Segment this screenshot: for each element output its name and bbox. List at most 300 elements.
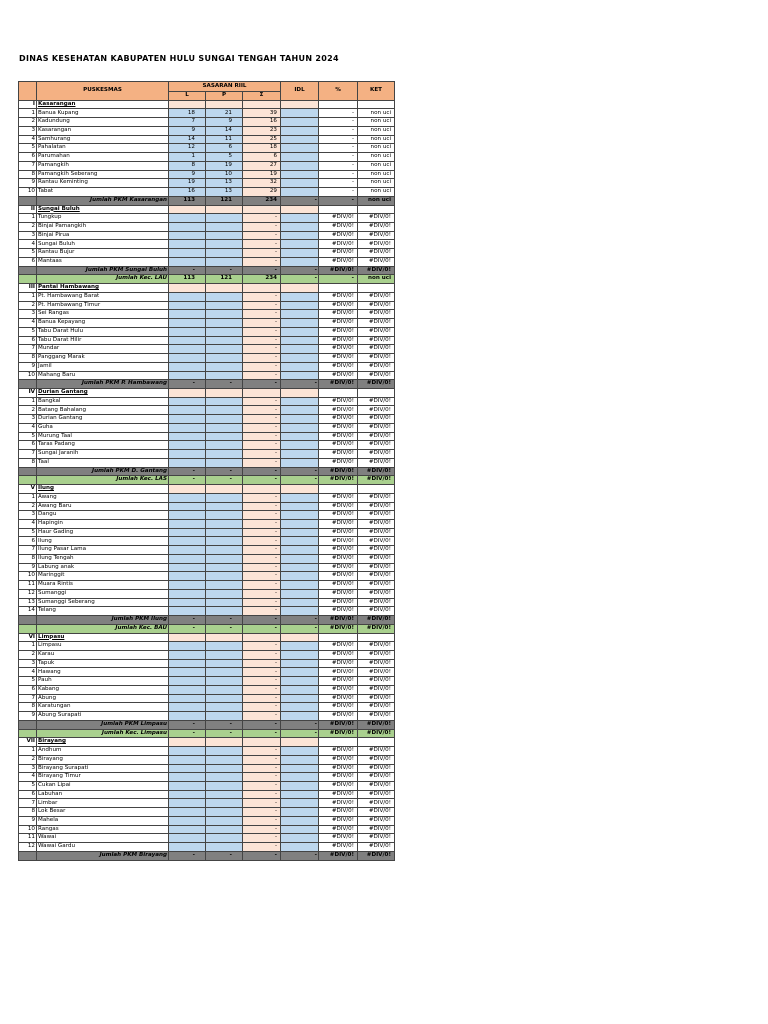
cell-ket: #DIV/0! — [358, 354, 395, 363]
cell-percent: #DIV/0! — [319, 249, 358, 258]
cell-name: Tabat — [37, 188, 169, 197]
cell-sum: - — [243, 677, 281, 686]
cell-no — [19, 476, 37, 485]
cell-idl — [281, 423, 319, 432]
cell-sum: - — [243, 773, 281, 782]
cell-no: 2 — [19, 223, 37, 232]
cell-p — [206, 607, 243, 616]
cell-p: - — [206, 729, 243, 738]
cell-p — [206, 231, 243, 240]
cell-idl — [281, 415, 319, 424]
cell-idl — [281, 519, 319, 528]
cell-idl — [281, 546, 319, 555]
cell-ket — [358, 205, 395, 214]
cell-l — [169, 450, 206, 459]
cell-name: Jumlah Kec. BAU — [37, 624, 169, 633]
cell-sum: - — [243, 790, 281, 799]
cell-idl: - — [281, 720, 319, 729]
table-row — [19, 563, 395, 572]
section-row — [19, 205, 395, 214]
cell-no: 8 — [19, 458, 37, 467]
cell-name: Jumlah PKM P. Hambawang — [37, 380, 169, 389]
cell-sum: - — [243, 703, 281, 712]
cell-p — [206, 554, 243, 563]
cell-name: Pantai Hambawang — [37, 284, 169, 293]
cell-no: 2 — [19, 651, 37, 660]
cell-p: 14 — [206, 126, 243, 135]
cell-p — [206, 301, 243, 310]
cell-p: 121 — [206, 275, 243, 284]
header-no — [19, 82, 37, 101]
cell-ket: non uci — [358, 170, 395, 179]
cell-no: 11 — [19, 581, 37, 590]
cell-name: Labung anak — [37, 563, 169, 572]
cell-sum: - — [243, 406, 281, 415]
cell-percent: - — [319, 161, 358, 170]
cell-percent: #DIV/0! — [319, 380, 358, 389]
cell-idl — [281, 738, 319, 747]
cell-idl — [281, 135, 319, 144]
cell-l: 9 — [169, 126, 206, 135]
cell-percent: #DIV/0! — [319, 764, 358, 773]
cell-idl: - — [281, 467, 319, 476]
table-row — [19, 589, 395, 598]
cell-no: 5 — [19, 144, 37, 153]
cell-name: Ilung — [37, 537, 169, 546]
table-row — [19, 747, 395, 756]
cell-no: II — [19, 205, 37, 214]
cell-no: 1 — [19, 292, 37, 301]
cell-name: Sungai Jaranih — [37, 450, 169, 459]
cell-sum: - — [243, 642, 281, 651]
table-row — [19, 519, 395, 528]
cell-p — [206, 738, 243, 747]
cell-idl — [281, 607, 319, 616]
cell-l: 113 — [169, 196, 206, 205]
cell-ket: #DIV/0! — [358, 659, 395, 668]
cell-ket: #DIV/0! — [358, 834, 395, 843]
cell-percent — [319, 633, 358, 642]
cell-percent: #DIV/0! — [319, 546, 358, 555]
cell-p: 21 — [206, 109, 243, 118]
cell-no: 4 — [19, 668, 37, 677]
cell-sum: - — [243, 493, 281, 502]
cell-p — [206, 458, 243, 467]
cell-idl — [281, 668, 319, 677]
cell-percent: - — [319, 188, 358, 197]
cell-sum: - — [243, 808, 281, 817]
cell-l — [169, 415, 206, 424]
cell-idl — [281, 589, 319, 598]
cell-l — [169, 712, 206, 721]
table-row — [19, 336, 395, 345]
section-row — [19, 485, 395, 494]
section-row — [19, 738, 395, 747]
cell-percent: #DIV/0! — [319, 589, 358, 598]
cell-idl — [281, 554, 319, 563]
cell-percent: #DIV/0! — [319, 223, 358, 232]
cell-name: Rantau Bujur — [37, 249, 169, 258]
cell-ket: #DIV/0! — [358, 851, 395, 860]
cell-ket: #DIV/0! — [358, 257, 395, 266]
cell-sum — [243, 100, 281, 109]
cell-sum: - — [243, 554, 281, 563]
cell-p — [206, 423, 243, 432]
cell-ket: #DIV/0! — [358, 511, 395, 520]
table-row — [19, 677, 395, 686]
table-row — [19, 153, 395, 162]
cell-idl — [281, 485, 319, 494]
cell-ket: #DIV/0! — [358, 266, 395, 275]
cell-l — [169, 537, 206, 546]
cell-ket: #DIV/0! — [358, 677, 395, 686]
cell-percent: #DIV/0! — [319, 790, 358, 799]
cell-no: 3 — [19, 659, 37, 668]
cell-name: Sei Rangas — [37, 310, 169, 319]
cell-sum: - — [243, 511, 281, 520]
cell-p: 9 — [206, 118, 243, 127]
cell-no: 9 — [19, 816, 37, 825]
cell-p — [206, 668, 243, 677]
cell-ket: #DIV/0! — [358, 598, 395, 607]
cell-percent: #DIV/0! — [319, 616, 358, 625]
cell-sum: - — [243, 782, 281, 791]
cell-l — [169, 554, 206, 563]
table-row — [19, 362, 395, 371]
cell-no — [19, 266, 37, 275]
pkm-total-row — [19, 851, 395, 860]
cell-sum: 27 — [243, 161, 281, 170]
cell-name: Limpasu — [37, 633, 169, 642]
cell-l — [169, 825, 206, 834]
cell-name: Mundar — [37, 345, 169, 354]
cell-sum: - — [243, 441, 281, 450]
cell-sum — [243, 284, 281, 293]
cell-sum: - — [243, 292, 281, 301]
cell-sum: - — [243, 843, 281, 852]
cell-idl — [281, 319, 319, 328]
cell-sum — [243, 485, 281, 494]
cell-idl — [281, 354, 319, 363]
cell-no: 9 — [19, 712, 37, 721]
cell-ket: #DIV/0! — [358, 336, 395, 345]
cell-no: 1 — [19, 397, 37, 406]
table-row — [19, 327, 395, 336]
cell-l — [169, 354, 206, 363]
cell-name: Awang Baru — [37, 502, 169, 511]
cell-l — [169, 249, 206, 258]
cell-l — [169, 572, 206, 581]
cell-name: Kabang — [37, 685, 169, 694]
cell-p — [206, 642, 243, 651]
cell-no: 12 — [19, 589, 37, 598]
cell-sum: - — [243, 651, 281, 660]
pkm-total-row — [19, 720, 395, 729]
cell-name: Sungai Buluh — [37, 240, 169, 249]
cell-name: Jumlah Kec. Limpasu — [37, 729, 169, 738]
cell-l — [169, 511, 206, 520]
cell-p — [206, 415, 243, 424]
cell-l — [169, 284, 206, 293]
cell-name: Kasarangan — [37, 126, 169, 135]
cell-name: Mantaas — [37, 257, 169, 266]
cell-percent: - — [319, 196, 358, 205]
cell-name: Durian Gantang — [37, 388, 169, 397]
cell-l: 9 — [169, 170, 206, 179]
cell-percent: - — [319, 179, 358, 188]
cell-l — [169, 546, 206, 555]
cell-idl — [281, 834, 319, 843]
header-idl: IDL — [281, 82, 319, 101]
cell-idl — [281, 179, 319, 188]
cell-ket — [358, 485, 395, 494]
cell-p: 6 — [206, 144, 243, 153]
table-row — [19, 694, 395, 703]
cell-p: 11 — [206, 135, 243, 144]
cell-p: - — [206, 380, 243, 389]
cell-idl — [281, 502, 319, 511]
cell-p — [206, 319, 243, 328]
cell-ket: #DIV/0! — [358, 301, 395, 310]
cell-sum: - — [243, 598, 281, 607]
cell-sum — [243, 738, 281, 747]
table-row — [19, 345, 395, 354]
cell-name: Muara Rintis — [37, 581, 169, 590]
cell-percent: #DIV/0! — [319, 450, 358, 459]
header-sum: Σ — [243, 92, 281, 101]
table-row — [19, 397, 395, 406]
cell-p — [206, 100, 243, 109]
cell-name: Labuhan — [37, 790, 169, 799]
cell-l — [169, 790, 206, 799]
cell-no: 6 — [19, 153, 37, 162]
cell-idl — [281, 782, 319, 791]
cell-idl — [281, 153, 319, 162]
cell-sum: - — [243, 712, 281, 721]
cell-name: Limbar — [37, 799, 169, 808]
cell-sum: - — [243, 816, 281, 825]
table-row — [19, 371, 395, 380]
cell-name: Jumlah PKM Kasarangan — [37, 196, 169, 205]
cell-ket: #DIV/0! — [358, 319, 395, 328]
cell-no: 4 — [19, 135, 37, 144]
cell-l: - — [169, 720, 206, 729]
header-puskesmas: PUSKESMAS — [37, 82, 169, 101]
cell-p — [206, 257, 243, 266]
cell-idl — [281, 223, 319, 232]
table-row — [19, 651, 395, 660]
cell-ket: #DIV/0! — [358, 362, 395, 371]
table-row — [19, 755, 395, 764]
cell-name: Jumlah Kec. LAU — [37, 275, 169, 284]
cell-percent: - — [319, 144, 358, 153]
table-row — [19, 834, 395, 843]
cell-no: 3 — [19, 511, 37, 520]
cell-ket: #DIV/0! — [358, 764, 395, 773]
cell-percent: #DIV/0! — [319, 677, 358, 686]
cell-percent: - — [319, 109, 358, 118]
table-row — [19, 423, 395, 432]
cell-p — [206, 834, 243, 843]
cell-idl — [281, 100, 319, 109]
cell-name: Maringgit — [37, 572, 169, 581]
cell-idl — [281, 651, 319, 660]
cell-l — [169, 519, 206, 528]
cell-ket: #DIV/0! — [358, 589, 395, 598]
cell-sum: - — [243, 345, 281, 354]
cell-idl — [281, 712, 319, 721]
cell-no — [19, 196, 37, 205]
cell-no: 4 — [19, 423, 37, 432]
cell-sum: 23 — [243, 126, 281, 135]
cell-no: 5 — [19, 432, 37, 441]
cell-p — [206, 633, 243, 642]
cell-l: 16 — [169, 188, 206, 197]
cell-p — [206, 450, 243, 459]
cell-l — [169, 703, 206, 712]
cell-l — [169, 214, 206, 223]
cell-idl — [281, 284, 319, 293]
cell-l — [169, 694, 206, 703]
cell-idl — [281, 109, 319, 118]
cell-l: 19 — [169, 179, 206, 188]
immunization-target-table — [18, 81, 395, 861]
cell-no — [19, 729, 37, 738]
cell-name: Abung — [37, 694, 169, 703]
cell-ket: #DIV/0! — [358, 240, 395, 249]
cell-p: 121 — [206, 196, 243, 205]
cell-sum: - — [243, 607, 281, 616]
cell-no: 2 — [19, 301, 37, 310]
cell-no — [19, 851, 37, 860]
cell-name: Rangas — [37, 825, 169, 834]
cell-l — [169, 441, 206, 450]
cell-sum: - — [243, 851, 281, 860]
cell-idl — [281, 563, 319, 572]
cell-p — [206, 249, 243, 258]
cell-idl — [281, 458, 319, 467]
table-body — [19, 100, 395, 860]
cell-ket: #DIV/0! — [358, 825, 395, 834]
cell-no: 8 — [19, 808, 37, 817]
cell-sum: - — [243, 572, 281, 581]
table-row — [19, 135, 395, 144]
cell-percent: #DIV/0! — [319, 301, 358, 310]
cell-idl — [281, 598, 319, 607]
cell-no: 8 — [19, 354, 37, 363]
cell-no: 2 — [19, 118, 37, 127]
cell-p — [206, 223, 243, 232]
cell-idl — [281, 581, 319, 590]
cell-idl — [281, 825, 319, 834]
cell-percent: #DIV/0! — [319, 834, 358, 843]
cell-p — [206, 493, 243, 502]
table-row — [19, 319, 395, 328]
cell-no — [19, 720, 37, 729]
cell-p: - — [206, 476, 243, 485]
cell-ket: #DIV/0! — [358, 642, 395, 651]
cell-no: 4 — [19, 319, 37, 328]
cell-percent: #DIV/0! — [319, 467, 358, 476]
cell-sum: 16 — [243, 118, 281, 127]
cell-ket: #DIV/0! — [358, 712, 395, 721]
cell-no: 8 — [19, 554, 37, 563]
cell-l — [169, 388, 206, 397]
cell-percent: - — [319, 153, 358, 162]
table-header-row — [19, 82, 395, 92]
table-row — [19, 188, 395, 197]
cell-name: Birayang Timur — [37, 773, 169, 782]
cell-p — [206, 240, 243, 249]
cell-sum: 32 — [243, 179, 281, 188]
cell-no: 3 — [19, 126, 37, 135]
cell-ket: #DIV/0! — [358, 249, 395, 258]
cell-sum: - — [243, 799, 281, 808]
cell-percent: #DIV/0! — [319, 703, 358, 712]
cell-name: Mahela — [37, 816, 169, 825]
cell-idl — [281, 816, 319, 825]
cell-name: Ilung — [37, 485, 169, 494]
cell-l — [169, 100, 206, 109]
cell-sum: - — [243, 397, 281, 406]
cell-percent: #DIV/0! — [319, 799, 358, 808]
cell-sum: - — [243, 720, 281, 729]
cell-l — [169, 808, 206, 817]
cell-percent: #DIV/0! — [319, 415, 358, 424]
cell-percent: #DIV/0! — [319, 493, 358, 502]
table-row — [19, 406, 395, 415]
cell-idl — [281, 161, 319, 170]
cell-percent: #DIV/0! — [319, 651, 358, 660]
cell-percent: #DIV/0! — [319, 257, 358, 266]
table-row — [19, 231, 395, 240]
cell-l — [169, 205, 206, 214]
cell-sum: - — [243, 581, 281, 590]
pkm-total-row — [19, 196, 395, 205]
cell-l — [169, 782, 206, 791]
cell-no — [19, 624, 37, 633]
section-row — [19, 284, 395, 293]
cell-l — [169, 773, 206, 782]
cell-ket: #DIV/0! — [358, 790, 395, 799]
cell-p — [206, 354, 243, 363]
cell-p — [206, 659, 243, 668]
cell-no: 3 — [19, 764, 37, 773]
cell-ket: #DIV/0! — [358, 476, 395, 485]
cell-no: 6 — [19, 336, 37, 345]
cell-percent: #DIV/0! — [319, 607, 358, 616]
cell-p: - — [206, 467, 243, 476]
cell-l — [169, 528, 206, 537]
cell-percent: #DIV/0! — [319, 266, 358, 275]
table-row — [19, 240, 395, 249]
cell-idl — [281, 336, 319, 345]
cell-no: 5 — [19, 782, 37, 791]
cell-ket: #DIV/0! — [358, 231, 395, 240]
cell-idl — [281, 240, 319, 249]
cell-sum: - — [243, 502, 281, 511]
table-row — [19, 301, 395, 310]
cell-sum: - — [243, 747, 281, 756]
cell-l: - — [169, 729, 206, 738]
cell-name: Taal — [37, 458, 169, 467]
cell-idl — [281, 371, 319, 380]
cell-name: Parumahan — [37, 153, 169, 162]
cell-sum: - — [243, 371, 281, 380]
cell-no: 7 — [19, 799, 37, 808]
cell-name: Jumlah PKM D. Gantang — [37, 467, 169, 476]
cell-p — [206, 511, 243, 520]
